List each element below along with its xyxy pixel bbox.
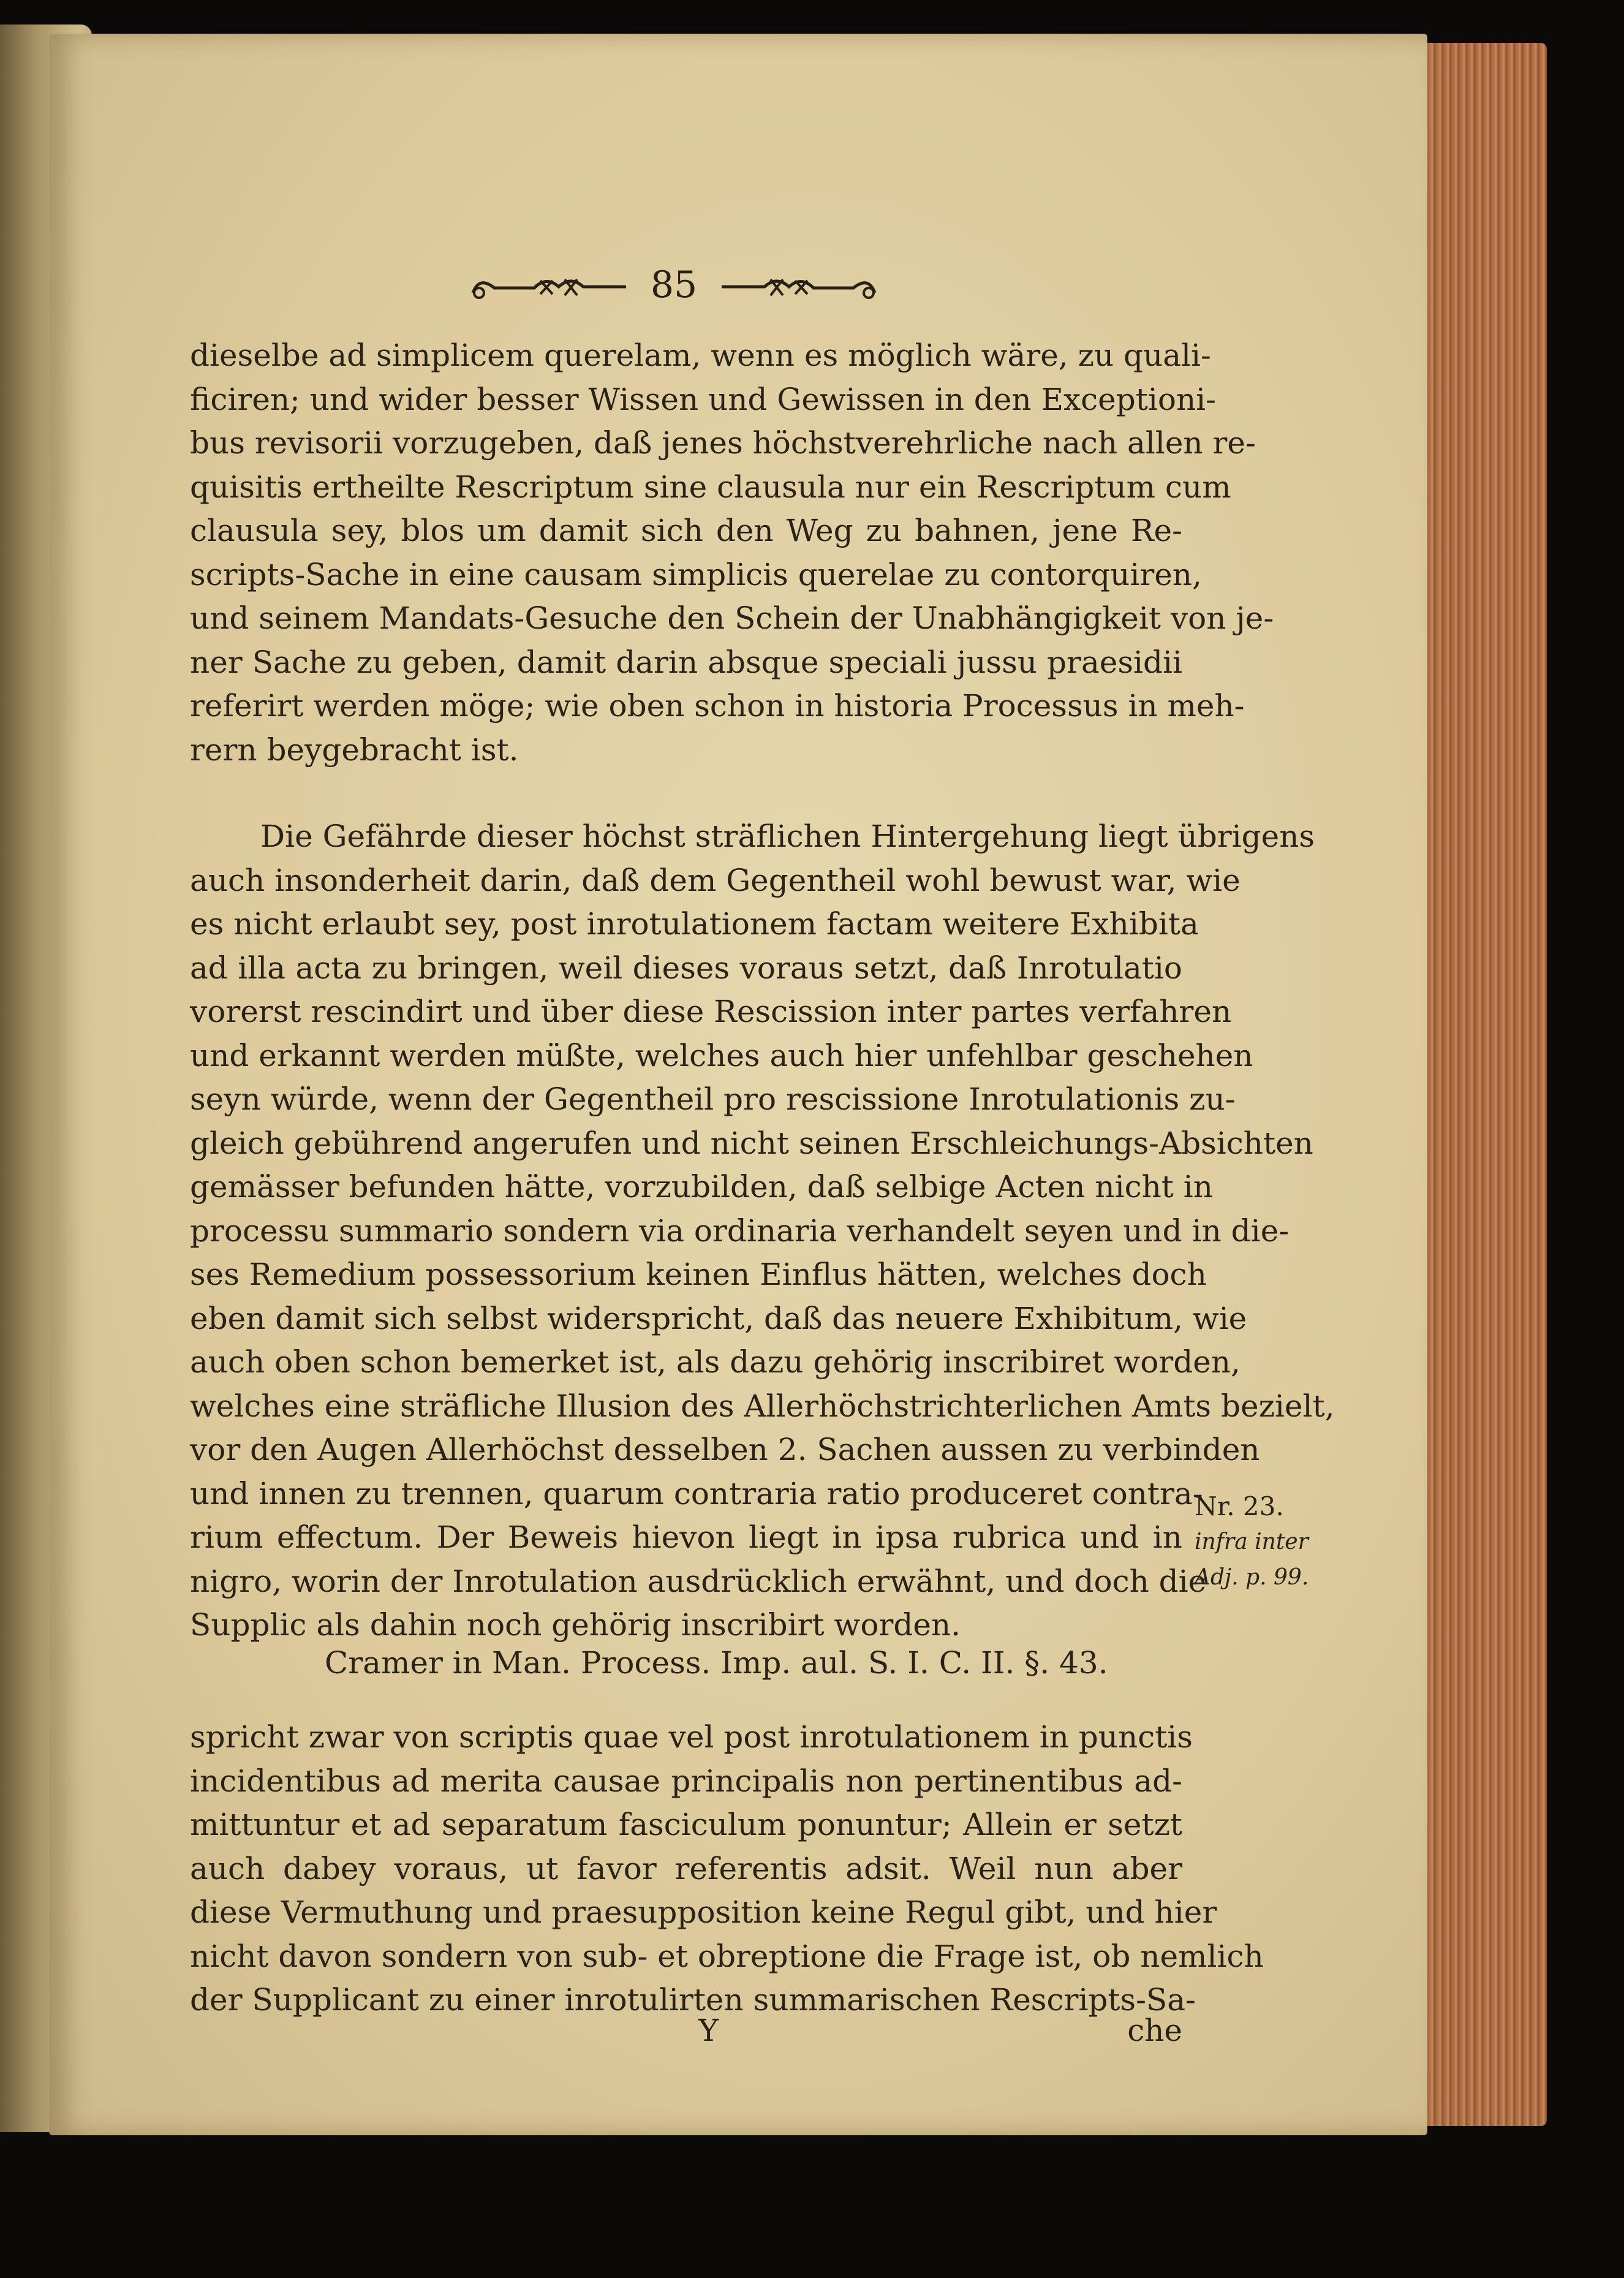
paragraph-1	[190, 334, 1274, 772]
text-line: und erkannt werden müßte, welches auch hier unfehlbar geschehen	[190, 1037, 1253, 1073]
text-line: scripts-Sache in eine causam simplicis querelae zu contorquiren,	[190, 556, 1202, 592]
text-line: diese Vermuthung und praesupposition keine Regul gibt, und hier	[190, 1894, 1217, 1930]
text-line: rern beygebracht ist.	[190, 732, 519, 768]
text-line: clausula sey, blos um damit sich den Weg zu bahnen, jene Re-	[190, 513, 1182, 548]
text-line: bus revisorii vorzugeben, daß jenes höchstverehrliche nach allen re-	[190, 425, 1256, 461]
margin-note-reference: infra inter	[1195, 1529, 1309, 1554]
text-line: der Supplicant zu einer inrotulirten summarischen Rescripts-Sa-	[190, 1982, 1196, 2018]
right-ornament-icon	[716, 263, 881, 306]
text-line: seyn würde, wenn der Gegentheil pro rescissione Inrotulationis zu-	[190, 1081, 1236, 1117]
signature-mark: Y	[698, 2013, 719, 2048]
text-line: auch oben schon bemerket ist, als dazu gehörig inscribiret worden,	[190, 1344, 1241, 1380]
text-line: gleich gebührend angerufen und nicht seinen Erschleichungs-Absichten	[190, 1125, 1313, 1161]
text-line: nigro, worin der Inrotulation ausdrücklich erwähnt, und doch die	[190, 1563, 1207, 1599]
text-line: auch insonderheit darin, daß dem Gegentheil wohl bewust war, wie	[190, 862, 1241, 898]
text-line: mittuntur et ad separatum fasciculum ponuntur; Allein er setzt	[190, 1807, 1182, 1842]
text-line: eben damit sich selbst widerspricht, daß das neuere Exhibitum, wie	[190, 1300, 1247, 1336]
text-line: und innen zu trennen, quarum contraria ratio produceret contra-	[190, 1475, 1203, 1512]
text-line: referirt werden möge; wie oben schon in historia Processus in meh-	[190, 688, 1245, 724]
page-number: 85	[650, 263, 698, 306]
text-line: ad illa acta zu bringen, weil dieses voraus setzt, daß Inrotulatio	[190, 950, 1182, 986]
text-line: welches eine sträfliche Illusion des Allerhöchstrichterlichen Amts bezielt,	[190, 1388, 1335, 1424]
text-line: rium effectum. Der Beweis hievon liegt in ipsa rubrica und in	[190, 1519, 1182, 1555]
text-line: auch dabey voraus, ut favor referentis adsit. Weil nun aber	[190, 1850, 1182, 1886]
text-line: ses Remedium possessorium keinen Einflus hätten, welches doch	[190, 1257, 1207, 1292]
catchword: che	[1127, 2013, 1182, 2048]
text-line: und seinem Mandats-Gesuche den Schein der Unabhängigkeit von je-	[190, 600, 1274, 636]
text-line: incidentibus ad merita causae principalis non pertinentibus ad-	[190, 1763, 1182, 1799]
text-line: nicht davon sondern von sub- et obreptione die Frage ist, ob nemlich	[190, 1938, 1264, 1974]
text-line: processu summario sondern via ordinaria verhandelt seyen und in die-	[190, 1213, 1290, 1249]
page-header	[453, 257, 894, 312]
text-line: vor den Augen Allerhöchst desselben 2. Sachen aussen zu verbinden	[190, 1432, 1260, 1467]
paragraph-3	[190, 1716, 1264, 2023]
text-line: ner Sache zu geben, damit darin absque speciali jussu praesidii	[190, 644, 1182, 680]
text-line: spricht zwar von scriptis quae vel post inrotulationem in punctis	[190, 1719, 1193, 1755]
text-line: es nicht erlaubt sey, post inrotulationem factam weitere Exhibita	[190, 906, 1199, 942]
text-line: Supplic als dahin noch gehörig inscribirt worden.	[190, 1607, 961, 1643]
text-line: gemässer befunden hätte, vorzubilden, daß selbige Acten nicht in	[190, 1169, 1213, 1205]
left-ornament-icon	[467, 263, 632, 306]
page-edges-stack	[1421, 43, 1547, 2126]
text-line: dieselbe ad simplicem querelam, wenn es möglich wäre, zu quali-	[190, 338, 1211, 373]
margin-note-page: Adj. p. 99.	[1195, 1565, 1309, 1590]
page-footer	[190, 2013, 1182, 2056]
margin-note-number: Nr. 23.	[1195, 1491, 1284, 1521]
text-line: ficiren; und wider besser Wissen und Gewissen in den Exceptioni-	[190, 381, 1217, 417]
text-line: quisitis ertheilte Rescriptum sine clausula nur ein Rescriptum cum	[190, 469, 1231, 505]
text-line: vorerst rescindirt und über diese Rescission inter partes verfahren	[190, 994, 1232, 1029]
citation: Cramer in Man. Process. Imp. aul. S. I. C. II. §. 43.	[325, 1645, 1108, 1681]
text-line: Die Gefährde dieser höchst sträflichen Hintergehung liegt übrigens	[260, 819, 1315, 854]
margin-note	[1195, 1489, 1342, 1595]
